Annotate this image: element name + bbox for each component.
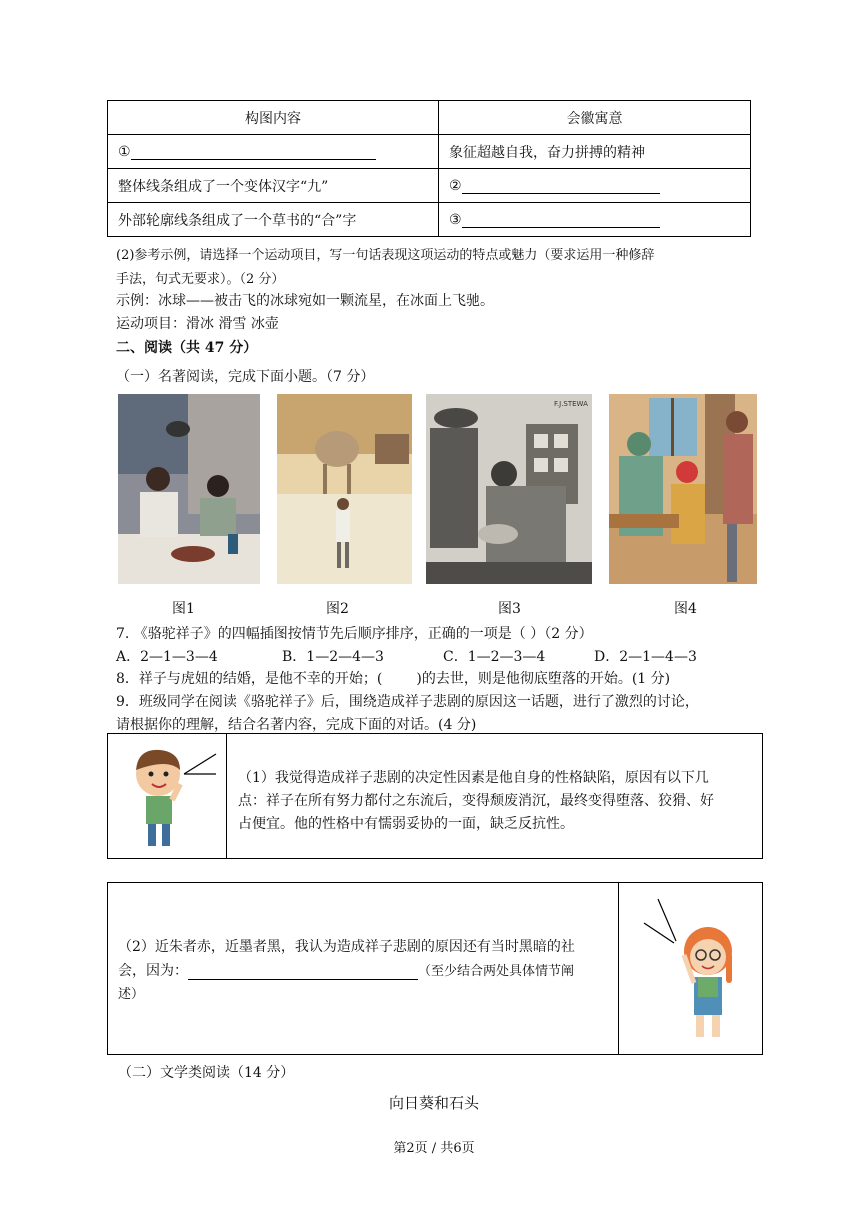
girl-avatar <box>624 893 756 1045</box>
illustration-3 <box>426 394 592 584</box>
table-header-row <box>108 101 751 135</box>
answer-blank[interactable] <box>462 211 660 228</box>
table-cell: 整体线条组成了一个变体汉字“九” <box>108 169 439 203</box>
question-8-part1: 8．祥子与虎妞的结婚，是他不幸的开始；( <box>116 671 383 687</box>
dialog-1-line1: （1）我觉得造成祥子悲剧的决定性因素是他自身的性格缺陷，原因有以下几 <box>238 770 709 786</box>
question-8-part2: )的去世，则是他彻底堕落的开始。(1 分) <box>416 671 671 687</box>
caption-3: 图3 <box>498 601 521 617</box>
question-7-stem: 7. 《骆驼祥子》的四幅插图按情节先后顺序排序，正确的一项是（ ）（2 分） <box>116 626 593 642</box>
subsection-title-classics: （一）名著阅读，完成下面小题。（7 分） <box>116 369 375 385</box>
dialog-1-line2: 点：祥子在所有努力都付之东流后，变得颓废消沉，最终变得堕落、狡猾、好 <box>238 793 714 809</box>
dialog-divider <box>226 734 227 858</box>
answer-blank[interactable] <box>131 143 376 160</box>
article-title: 向日葵和石头 <box>388 1094 479 1112</box>
circled-number: ② <box>449 178 462 194</box>
question-2-example: 示例：冰球——被击飞的冰球宛如一颗流星，在冰面上飞驰。 <box>116 293 494 309</box>
dialog-2-line2-suffix: （至少结合两处具体情节阐 <box>418 964 575 979</box>
answer-blank[interactable] <box>462 177 660 194</box>
question-9-line1: 9．班级同学在阅读《骆驼祥子》后，围绕造成祥子悲剧的原因这一话题，进行了激烈的讨论， <box>116 694 699 710</box>
dialog-2-line2 <box>118 960 574 980</box>
section-title-reading: 二、阅读（共 47 分） <box>116 340 258 356</box>
dialog-2-line2-prefix: 会，因为： <box>118 963 188 979</box>
option-c[interactable]: C．1—2—3—4 <box>443 649 546 665</box>
illustration-4 <box>609 394 757 584</box>
dialog-1-line3: 占便宜。他的性格中有懦弱妥协的一面，缺乏反抗性。 <box>238 816 574 832</box>
dialog-box-1 <box>107 733 763 859</box>
illustration-2 <box>277 394 412 584</box>
dialog-2-line3: 述） <box>118 987 145 1002</box>
caption-2: 图2 <box>326 601 349 617</box>
table-header-cell: 会徽寓意 <box>439 101 751 135</box>
dialog-2-line1: （2）近朱者赤，近墨者黑，我认为造成祥子悲剧的原因还有当时黑暗的社 <box>118 939 575 955</box>
emblem-table <box>107 100 751 237</box>
table-cell: 外部轮廓线条组成了一个草书的“合”字 <box>108 203 439 237</box>
table-header-cell: 构图内容 <box>108 101 439 135</box>
dialog-box-2 <box>107 882 763 1055</box>
circled-number: ③ <box>449 212 462 228</box>
question-9-line2: 请根据你的理解，结合名著内容，完成下面的对话。(4 分) <box>116 717 477 733</box>
boy-avatar <box>118 744 222 852</box>
circled-number: ① <box>118 144 131 160</box>
table-row <box>108 203 751 237</box>
table-cell <box>108 135 439 169</box>
question-8 <box>116 668 670 688</box>
illustration-1 <box>118 394 260 584</box>
answer-blank[interactable] <box>188 963 418 980</box>
question-2-line2: 手法，句式无要求）。（2 分） <box>116 272 285 287</box>
caption-4: 图4 <box>674 601 697 617</box>
subsection-title-literature: （二）文学类阅读（14 分） <box>118 1065 295 1081</box>
table-row <box>108 135 751 169</box>
illustration-signature: F.J.STEWA <box>554 400 588 408</box>
option-b[interactable]: B．1—2—4—3 <box>282 649 384 665</box>
table-cell <box>439 169 751 203</box>
option-a[interactable]: A．2—1—3—4 <box>116 649 218 665</box>
table-row <box>108 169 751 203</box>
caption-1: 图1 <box>172 601 195 617</box>
question-2-line1: (2)参考示例，请选择一个运动项目，写一句话表现这项运动的特点或魅力（要求运用一种修辞 <box>116 248 655 263</box>
option-d[interactable]: D．2—1—4—3 <box>594 649 697 665</box>
question-2-items: 运动项目：滑冰 滑雪 冰壶 <box>116 316 279 332</box>
table-cell: 象征超越自我，奋力拼搏的精神 <box>439 135 751 169</box>
dialog-divider <box>618 883 619 1054</box>
page-footer: 第2页 / 共6页 <box>393 1141 475 1156</box>
table-cell <box>439 203 751 237</box>
